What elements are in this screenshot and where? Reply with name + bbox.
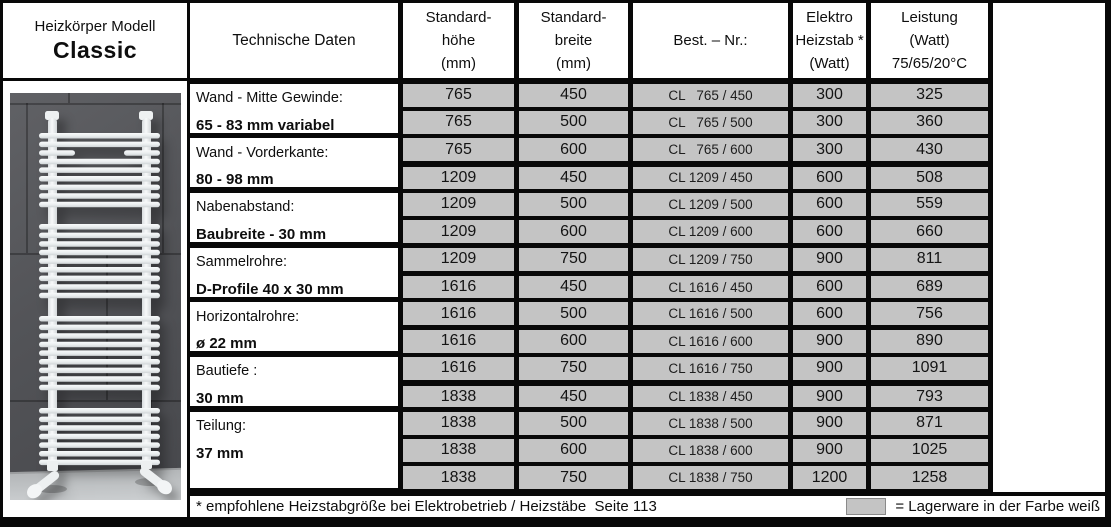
cell-bestellnummer: CL 1616 / 600 [633,330,788,353]
cell-elektro-heizstab: 900 [793,386,866,408]
cell-standardhoehe: 1616 [403,276,514,298]
model-header [3,3,187,78]
table-row [403,276,988,298]
cell-elektro-heizstab: 600 [793,193,866,216]
cell-standardhoehe: 1616 [403,357,514,380]
cell-elektro-heizstab: 300 [793,84,866,107]
table-row [403,466,988,489]
radiator-graphic [10,93,181,500]
cell-leistung: 689 [871,276,988,298]
cell-standardbreite: 450 [519,84,628,107]
cell-leistung: 360 [871,111,988,134]
stock-color-swatch [846,498,886,515]
tech-data-group [190,357,398,406]
empty-spacer [993,3,1105,492]
cell-elektro-heizstab: 600 [793,302,866,325]
cell-standardhoehe: 1838 [403,386,514,408]
tech-data-group [190,84,398,133]
header-line: Technische Daten [232,32,356,49]
cell-bestellnummer: CL 1209 / 600 [633,220,788,243]
cell-bestellnummer: CL 1616 / 500 [633,302,788,325]
cell-bestellnummer: CL 765 / 600 [633,138,788,161]
cell-standardhoehe: 1838 [403,412,514,435]
tech-data-group [190,248,398,297]
cell-elektro-heizstab: 1200 [793,466,866,489]
radiator-photo [10,93,181,500]
cell-standardhoehe: 1838 [403,439,514,462]
table-row [403,111,988,134]
table-row [403,412,988,435]
header-line: Standard- [540,9,607,26]
cell-standardhoehe: 765 [403,84,514,107]
cell-elektro-heizstab: 600 [793,167,866,189]
header-line: (Watt) [809,55,850,72]
header-line: höhe [441,32,476,49]
header-line: (mm) [441,55,476,72]
footnote-bar [190,496,1105,517]
cell-elektro-heizstab: 900 [793,357,866,380]
table-row [403,386,988,408]
cell-bestellnummer: CL 1209 / 450 [633,167,788,189]
cell-bestellnummer: CL 1838 / 450 [633,386,788,408]
cell-standardbreite: 750 [519,248,628,271]
cell-elektro-heizstab: 600 [793,220,866,243]
tech-value: 65 - 83 mm variabel [196,116,335,134]
cell-standardbreite: 600 [519,330,628,353]
cell-standardbreite: 600 [519,439,628,462]
cell-leistung: 871 [871,412,988,435]
cell-leistung: 811 [871,248,988,271]
cell-standardbreite: 500 [519,111,628,134]
column-header-leistung [871,3,988,78]
cell-bestellnummer: CL 1616 / 450 [633,276,788,298]
table-row [403,330,988,353]
cell-bestellnummer: CL 1616 / 750 [633,357,788,380]
tech-label: Sammelrohre: [196,254,288,270]
tech-value: Baubreite - 30 mm [196,225,327,243]
cell-leistung: 1258 [871,466,988,489]
table-row [403,220,988,243]
header-line: Best. – Nr.: [673,32,748,49]
cell-elektro-heizstab: 300 [793,111,866,134]
tech-data-group [190,302,398,351]
stock-legend [846,498,1100,515]
header-line: (mm) [556,55,591,72]
tech-label: Teilung: [196,418,246,434]
cell-standardhoehe: 765 [403,111,514,134]
cell-bestellnummer: CL 765 / 450 [633,84,788,107]
header-line: Leistung [901,9,958,26]
table-row [403,357,988,380]
header-line: Heizstab * [795,32,864,49]
cell-bestellnummer: CL 1838 / 600 [633,439,788,462]
cell-standardbreite: 600 [519,138,628,161]
table-row [403,138,988,161]
cell-standardbreite: 750 [519,466,628,489]
cell-leistung: 660 [871,220,988,243]
cell-bestellnummer: CL 1838 / 500 [633,412,788,435]
header-line: (Watt) [909,32,950,49]
tech-data-group [190,412,398,489]
photo-panel [3,81,187,517]
header-line: Standard- [425,9,492,26]
tech-value: 30 mm [196,389,244,407]
header-line: Elektro [806,9,853,26]
cell-bestellnummer: CL 1209 / 750 [633,248,788,271]
cell-leistung: 559 [871,193,988,216]
cell-leistung: 756 [871,302,988,325]
cell-elektro-heizstab: 900 [793,330,866,353]
cell-standardbreite: 450 [519,167,628,189]
cell-standardbreite: 500 [519,302,628,325]
tech-label: Nabenabstand: [196,199,295,216]
header-line: 75/65/20°C [891,55,968,72]
cell-elektro-heizstab: 900 [793,248,866,271]
column-header-standardbreite [519,3,628,78]
cell-bestellnummer: CL 1838 / 750 [633,466,788,489]
tech-label: Wand - Mitte Gewinde: [196,90,343,106]
column-header-elektro-heizstab [793,3,866,78]
cell-leistung: 1025 [871,439,988,462]
cell-bestellnummer: CL 1209 / 500 [633,193,788,216]
cell-elektro-heizstab: 900 [793,412,866,435]
tech-label: Horizontalrohre: [196,308,300,325]
cell-standardhoehe: 1209 [403,193,514,216]
column-header-standardhoehe [403,3,514,78]
tech-data-group [190,138,398,187]
column-header-technische-daten [190,3,398,78]
cell-standardbreite: 750 [519,357,628,380]
column-header-bestellnummer [633,3,788,78]
cell-leistung: 508 [871,167,988,189]
tech-rows [190,82,398,492]
cell-standardhoehe: 1209 [403,220,514,243]
radiator-rails [39,133,160,465]
model-label: Heizkörper Modell [34,17,156,35]
tech-data-group [190,193,398,242]
header-line: breite [554,32,593,49]
cell-standardhoehe: 1209 [403,248,514,271]
footnote-text: * empfohlene Heizstabgröße bei Elektrobetrieb / Heizstäbe Seite 113 [196,498,657,515]
table-row [403,439,988,462]
table-row [403,302,988,325]
tech-label: Wand - Vorderkante: [196,144,329,161]
model-name: Classic [52,36,138,63]
tech-label: Bautiefe : [196,363,258,380]
cell-elektro-heizstab: 600 [793,276,866,298]
tech-value: D-Profile 40 x 30 mm [196,280,344,298]
cell-leistung: 325 [871,84,988,107]
valve [24,461,62,500]
data-rows [403,82,988,492]
tech-value: ø 22 mm [196,335,257,353]
cell-leistung: 430 [871,138,988,161]
cell-standardbreite: 500 [519,412,628,435]
cell-standardhoehe: 1209 [403,167,514,189]
tech-value: 37 mm [196,444,244,462]
table-row [403,84,988,107]
cell-standardhoehe: 1616 [403,330,514,353]
cell-standardbreite: 600 [519,220,628,243]
cell-leistung: 890 [871,330,988,353]
cell-leistung: 1091 [871,357,988,380]
cell-standardhoehe: 1838 [403,466,514,489]
cell-bestellnummer: CL 765 / 500 [633,111,788,134]
table-row [403,248,988,271]
cell-standardbreite: 450 [519,276,628,298]
table-row [403,193,988,216]
cell-standardhoehe: 765 [403,138,514,161]
cell-standardhoehe: 1616 [403,302,514,325]
cell-elektro-heizstab: 900 [793,439,866,462]
cell-elektro-heizstab: 300 [793,138,866,161]
tech-value: 80 - 98 mm [196,171,274,189]
legend-text: = Lagerware in der Farbe weiß [895,498,1100,515]
cell-standardbreite: 450 [519,386,628,408]
cell-leistung: 793 [871,386,988,408]
cell-standardbreite: 500 [519,193,628,216]
table-row [403,167,988,189]
